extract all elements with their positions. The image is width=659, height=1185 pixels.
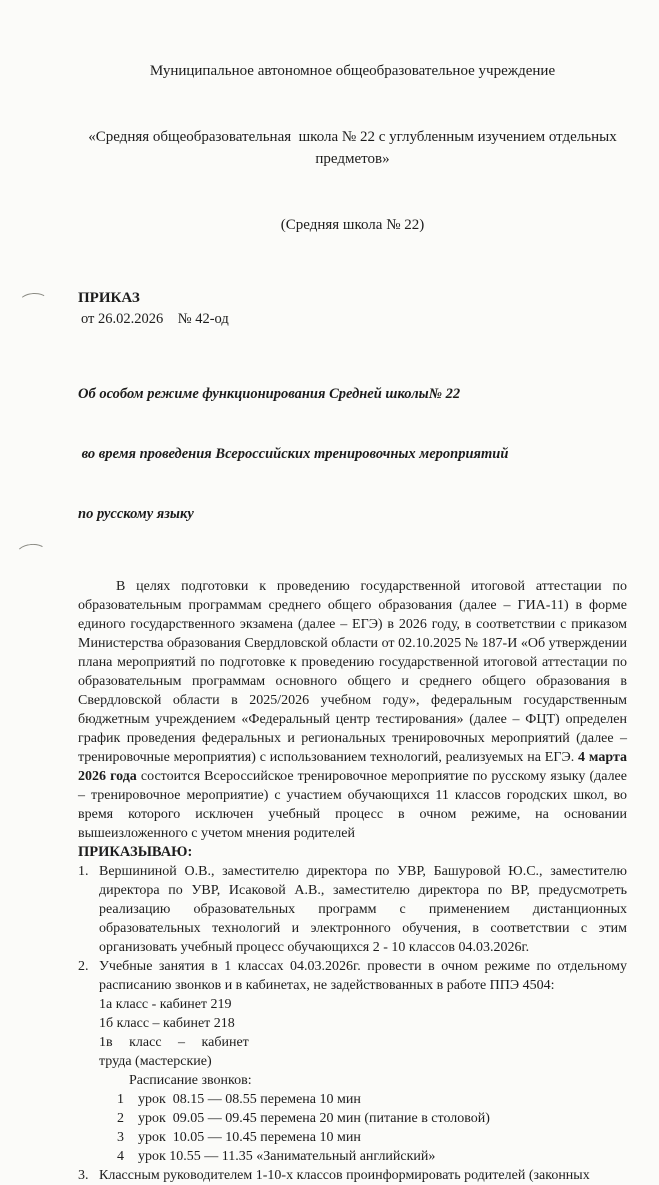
scan-arc-mark bbox=[15, 542, 48, 564]
classroom-line: 1в класс – кабинет bbox=[99, 1035, 249, 1050]
document-content bbox=[78, 16, 627, 1185]
lesson-time: урок 09.05 — 09.45 перемена 20 мин (питание в столовой) bbox=[138, 1111, 490, 1126]
bell-schedule-row bbox=[117, 1147, 627, 1166]
bell-schedule bbox=[99, 1090, 627, 1166]
order-item-3 bbox=[78, 1166, 627, 1185]
classroom-line: 1б класс – кабинет 218 bbox=[99, 1016, 235, 1031]
item-number: 1. bbox=[78, 864, 89, 879]
classroom-line: 1а класс - кабинет 219 bbox=[99, 997, 232, 1012]
item-number: 2. bbox=[78, 959, 89, 974]
org-name-line-2: «Средняя общеобразовательная школа № 22 с углубленным изучением отдельных предметов» bbox=[88, 129, 621, 167]
lesson-number: 2 bbox=[117, 1111, 124, 1126]
resolve-word: ПРИКАЗЫВАЮ: bbox=[78, 844, 193, 860]
lesson-time: урок 08.15 — 08.55 перемена 10 мин bbox=[138, 1092, 361, 1107]
lesson-number: 1 bbox=[117, 1092, 124, 1107]
order-subject bbox=[78, 344, 627, 564]
subject-line-1: Об особом режиме функционирования Средней школы№ 22 bbox=[78, 386, 461, 402]
preamble-text-start: В целях подготовки к проведению государственной итоговой аттестации по образовательным программам среднего общего образования (далее – ГИА-11) в форме единого государственного экзамена (далее – ЕГЭ) в 2026 году, в соответствии с приказом Министерства образования Свердловской области от 02.10.2025 № 187-И «Об утверждении плана мероприятий по подготовке к проведению государственной итоговой аттестации по образовательным программам основного общего и среднего общего образования в Свердловской области в 2025/2026 учебном году», федеральным государственным бюджетным учреждением «Федеральный центр тестирования» (далее – ФЦТ) определен график проведения федеральных и региональных тренировочных мероприятий (далее – тренировочные мероприятия) с использованием технологий, реализуемых на ЕГЭ. bbox=[78, 579, 627, 765]
lesson-number: 4 bbox=[117, 1149, 124, 1164]
order-title: ПРИКАЗ bbox=[78, 290, 140, 306]
preamble-paragraph bbox=[78, 577, 627, 843]
lesson-time: урок 10.05 — 10.45 перемена 10 мин bbox=[138, 1130, 361, 1145]
order-date-number: от 26.02.2026 № 42-од bbox=[81, 311, 229, 327]
bell-schedule-row bbox=[117, 1128, 627, 1147]
preamble-bold-date: 4 марта 2026 года bbox=[78, 750, 627, 784]
bell-schedule-row bbox=[117, 1109, 627, 1128]
subject-line-2: во время проведения Всероссийских тренировочных мероприятий bbox=[78, 446, 509, 462]
preamble-text-end: состоится Всероссийское тренировочное мероприятие по русскому языку (далее – тренировочное мероприятие) с участием обучающихся 11 классов городских школ, во время которого исключен учебный процесс в очном режиме, на основании вышеизложенного с учетом мнения родителей bbox=[78, 769, 627, 841]
bell-schedule-title: Расписание звонков: bbox=[129, 1073, 252, 1088]
order-item-1 bbox=[78, 862, 627, 957]
org-name-line-1: Муниципальное автономное общеобразовательное учреждение bbox=[149, 63, 556, 79]
item-number: 3. bbox=[78, 1168, 89, 1183]
lesson-number: 3 bbox=[117, 1130, 124, 1145]
item-text: Учебные занятия в 1 классах 04.03.2026г. провести в очном режиме по отдельному расписанию звонков и в кабинетах, не задействованных в работе ППЭ 4504: bbox=[99, 959, 627, 993]
lesson-time: урок 10.55 — 11.35 «Занимательный английский» bbox=[138, 1149, 436, 1164]
org-short-name: (Средняя школа № 22) bbox=[280, 217, 425, 233]
order-items-list bbox=[78, 862, 627, 1185]
item-text: Классным руководителем 1-10-х классов проинформировать родителей (законных bbox=[99, 1168, 590, 1183]
bell-schedule-row bbox=[117, 1090, 627, 1109]
scan-arc-mark bbox=[18, 292, 48, 311]
document-header bbox=[78, 16, 627, 280]
subject-line-3: по русскому языку bbox=[78, 506, 194, 522]
item-text: Вершининой О.В., заместителю директора по УВР, Башуровой Ю.С., заместителю директора по УВР, Исаковой А.В., заместителю директора по ВР, предусмотреть реализацию образовательных программ с применением дистанционных образовательных технологий и электронного обучения, в соответствии с этим организовать учебный процесс обучающихся 2 - 10 классов 04.03.2026г. bbox=[99, 864, 627, 955]
classroom-assignments bbox=[99, 995, 627, 1071]
order-item-2 bbox=[78, 957, 627, 1166]
classroom-line: труда (мастерские) bbox=[99, 1054, 212, 1069]
